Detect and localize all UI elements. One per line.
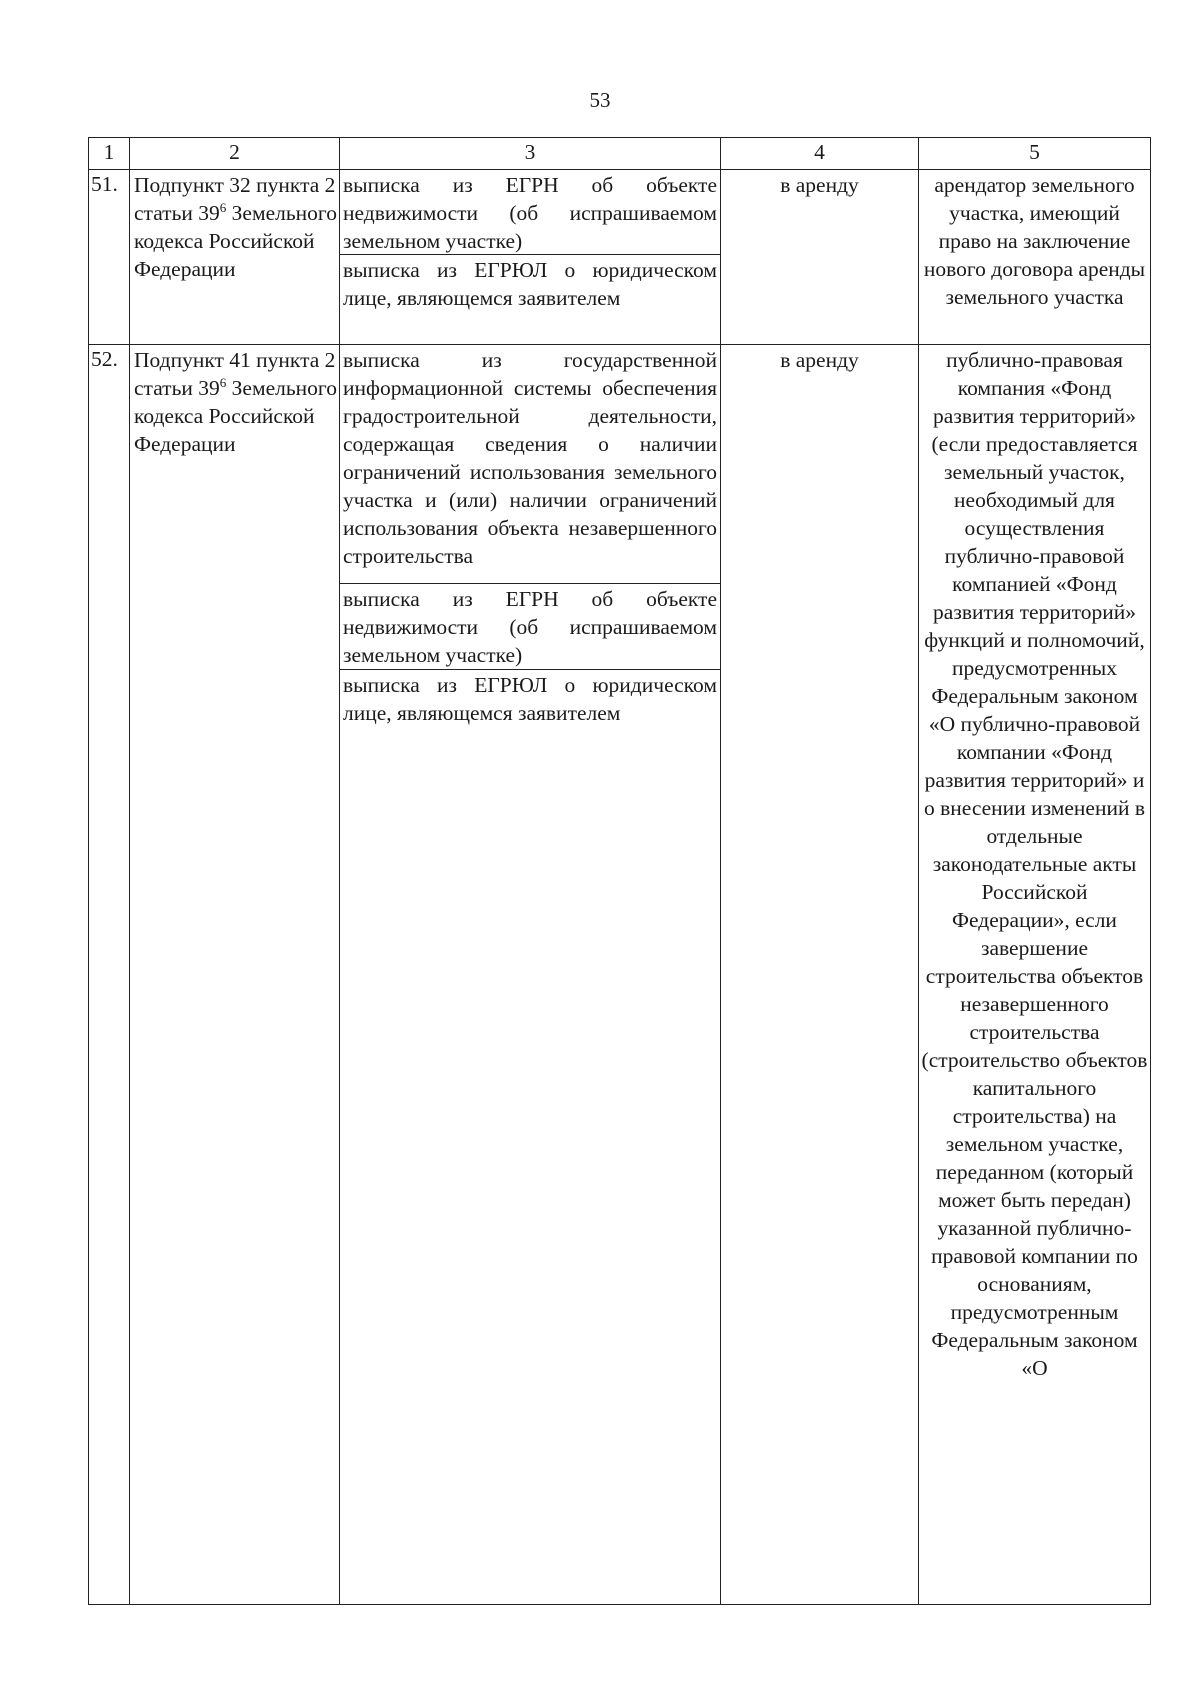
applicant: публично-правовая компания «Фонд развития территорий» (если предоставляется земельный участок, необходимый для осуществления публично-правовой компанией «Фонд развития территорий» функций и полномочий, предусмотренных Федеральным законом «О публично-правовой компании «Фонд развития территорий» и о внесении изменений в отдельные законодательные акты Российской Федерации», если завершение строительства объектов незавершенного строительства (строительство объектов капитального строительства) на земельном участке, переданном (который может быть передан) указанной публично-правовой компании по основаниям, предусмотренным Федеральным законом «О — [919, 345, 1151, 1605]
documents-cell — [340, 170, 721, 345]
legal-basis-text: Подпункт 41 пункта 2 статьи 39 — [134, 348, 336, 400]
document-item: выписка из ЕГРЮЛ о юридическом лице, являющемся заявителем — [343, 258, 717, 310]
table-row — [89, 345, 1151, 1605]
table-header-row — [89, 138, 1151, 170]
row-number: 51. — [89, 170, 130, 345]
legal-basis — [130, 345, 340, 1605]
article-superscript: 6 — [219, 199, 227, 215]
document-item: выписка из ЕГРЮЛ о юридическом лице, являющемся заявителем — [343, 673, 717, 725]
page-number: 53 — [589, 88, 611, 112]
table-row — [89, 170, 1151, 345]
applicant: арендатор земельного участка, имеющий право на заключение нового договора аренды земельного участка — [919, 170, 1151, 345]
document-item: выписка из ЕГРН об объекте недвижимости (об испрашиваемом земельном участке) — [340, 170, 720, 255]
documents-table — [88, 137, 1151, 1605]
document-item: выписка из ЕГРН об объекте недвижимости (об испрашиваемом земельном участке) — [340, 584, 720, 670]
article-superscript: 6 — [219, 374, 227, 390]
header-cell: 2 — [130, 138, 340, 170]
documents-cell — [340, 345, 721, 1605]
header-cell: 3 — [340, 138, 721, 170]
right-type: в аренду — [721, 170, 919, 345]
row-number: 52. — [89, 345, 130, 1605]
header-cell: 4 — [721, 138, 919, 170]
right-type: в аренду — [721, 345, 919, 1605]
legal-basis-text: Подпункт 32 пункта 2 статьи 39 — [134, 173, 336, 225]
header-cell: 1 — [89, 138, 130, 170]
document-item: выписка из государственной информационной системы обеспечения градостроительной деятельности, содержащая сведения о наличии ограничений использования земельного участка и (или) наличии ограничений использования объекта незавершенного строительства — [340, 345, 720, 584]
legal-basis — [130, 170, 340, 345]
header-cell: 5 — [919, 138, 1151, 170]
legal-basis-tail: Земельного кодекса Российской Федерации — [134, 376, 337, 456]
legal-basis-tail: Земельного кодекса Российской Федерации — [134, 201, 337, 281]
